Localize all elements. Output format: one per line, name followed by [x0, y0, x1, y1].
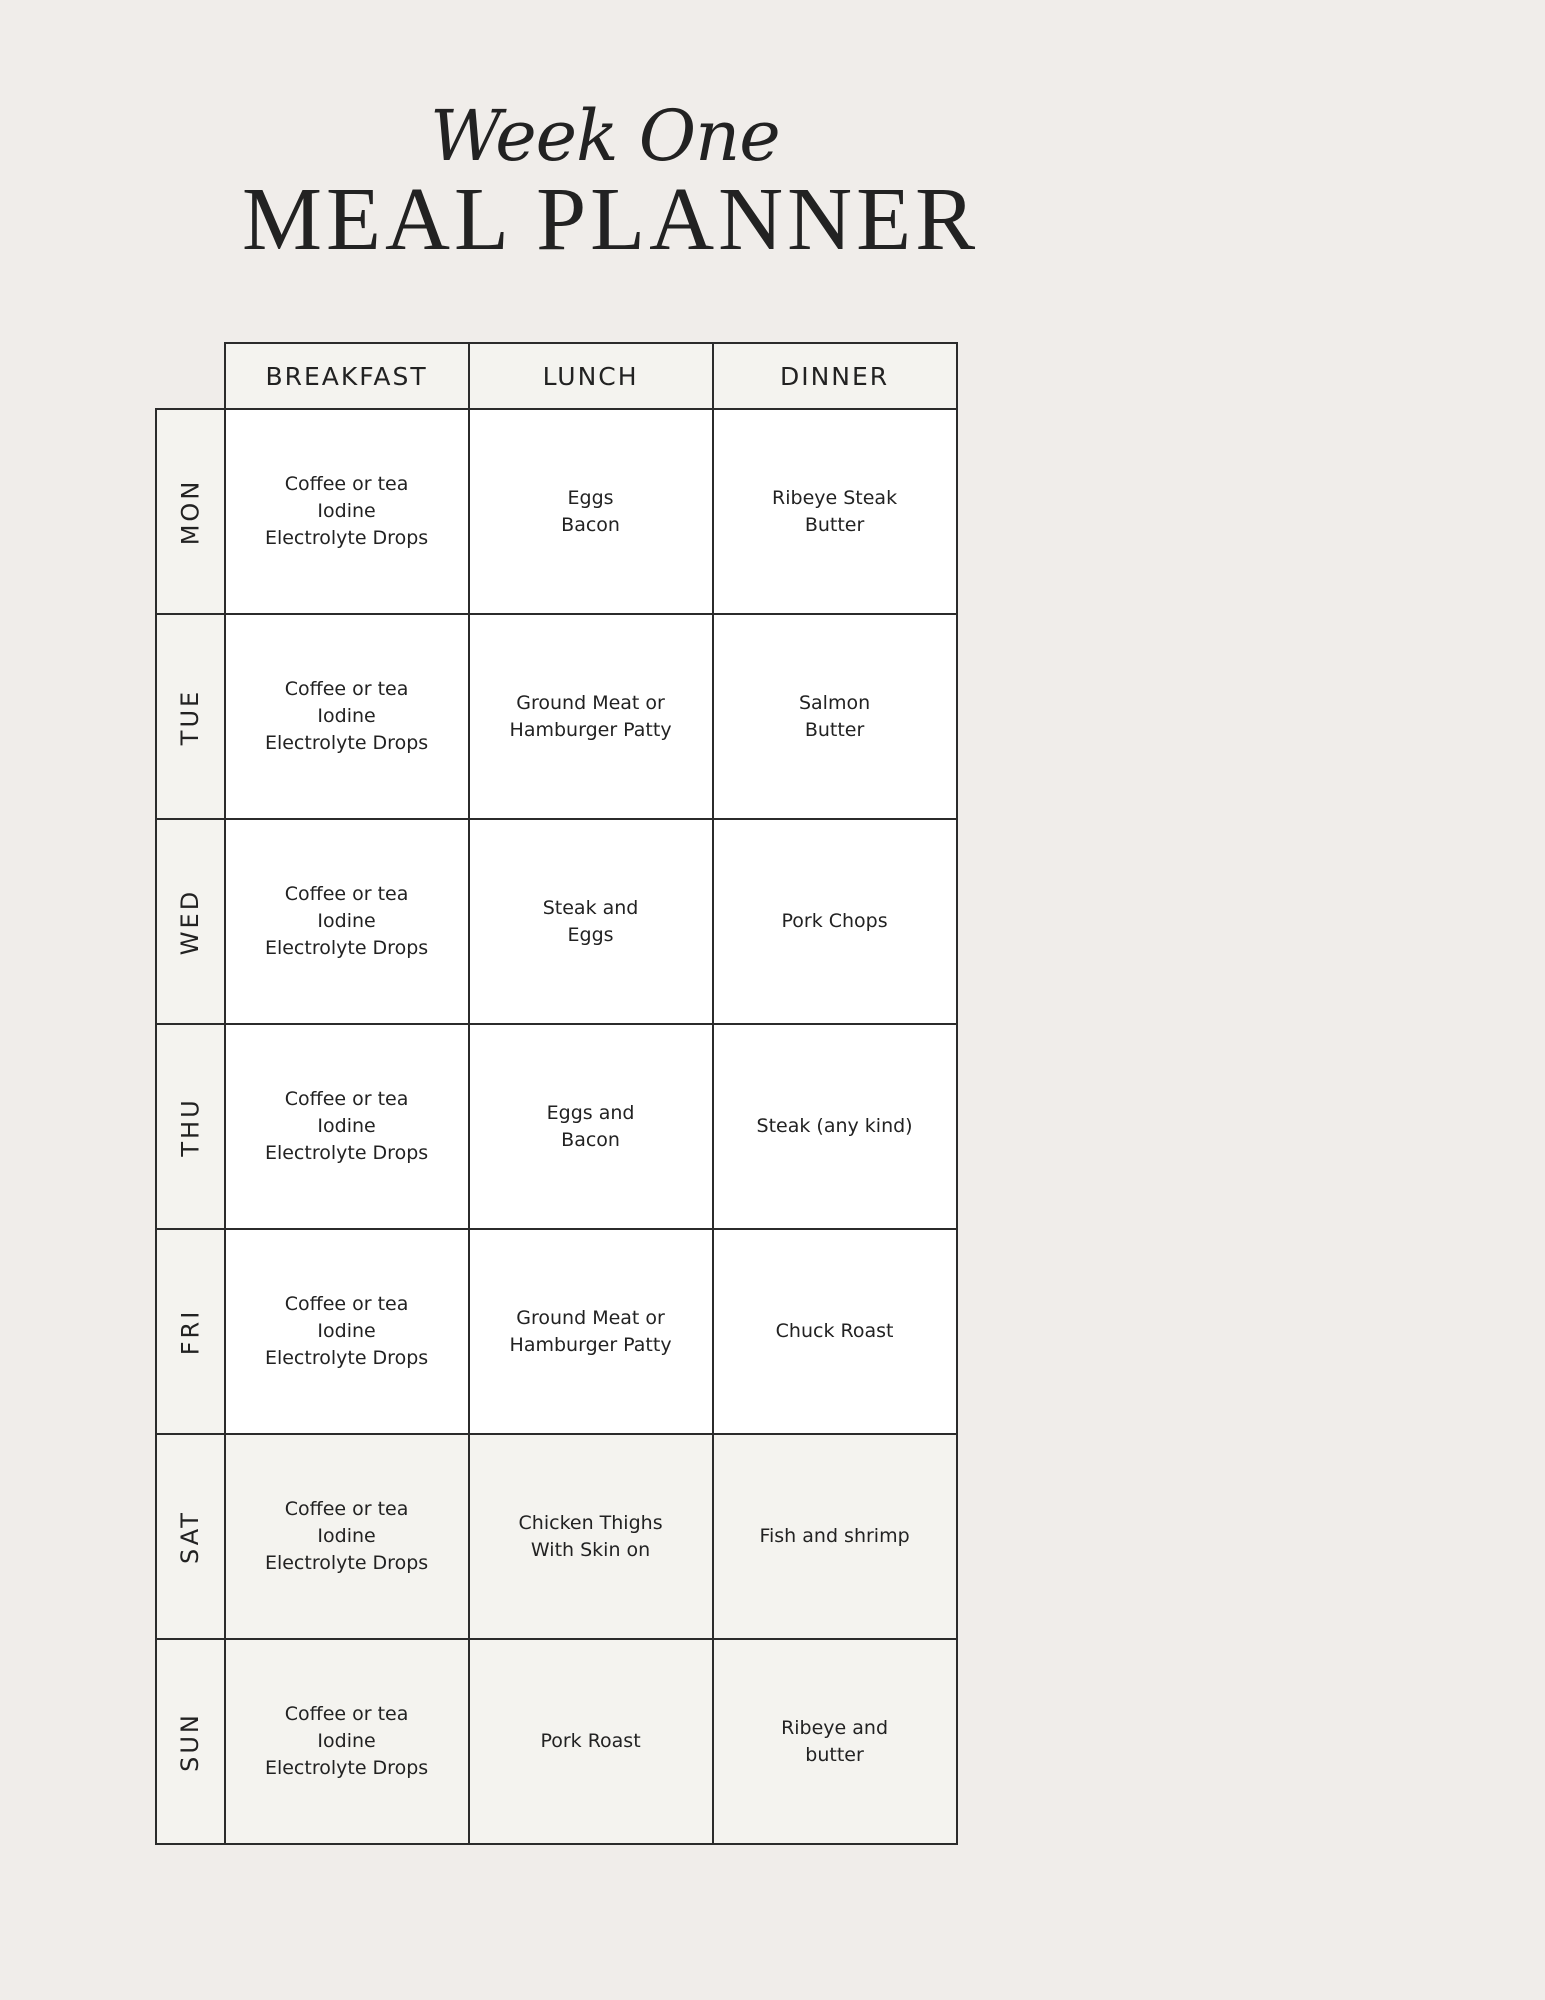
page-title: MEAL PLANNER [242, 170, 980, 269]
lunch-cell: Eggs and Bacon [469, 1024, 713, 1229]
table-row-tue [156, 614, 957, 819]
table-row-mon [156, 409, 957, 614]
day-cell [156, 1024, 225, 1229]
day-label: SUN [176, 1711, 205, 1772]
column-header-lunch: LUNCH [469, 343, 713, 409]
dinner-cell: Fish and shrimp [713, 1434, 957, 1639]
breakfast-cell: Coffee or tea Iodine Electrolyte Drops [225, 409, 469, 614]
day-label: THU [176, 1096, 205, 1157]
column-header-breakfast: BREAKFAST [225, 343, 469, 409]
dinner-cell: Ribeye and butter [713, 1639, 957, 1844]
day-cell [156, 1229, 225, 1434]
day-label: WED [176, 888, 205, 955]
table-row-fri [156, 1229, 957, 1434]
breakfast-cell: Coffee or tea Iodine Electrolyte Drops [225, 1639, 469, 1844]
lunch-cell: Chicken Thighs With Skin on [469, 1434, 713, 1639]
breakfast-cell: Coffee or tea Iodine Electrolyte Drops [225, 1434, 469, 1639]
lunch-cell: Pork Roast [469, 1639, 713, 1844]
column-header-dinner: DINNER [713, 343, 957, 409]
day-label: TUE [176, 688, 205, 745]
lunch-cell: Steak and Eggs [469, 819, 713, 1024]
breakfast-cell: Coffee or tea Iodine Electrolyte Drops [225, 1024, 469, 1229]
table-row-thu [156, 1024, 957, 1229]
title-script: Week One [430, 95, 780, 177]
corner-cell [156, 343, 225, 409]
breakfast-cell: Coffee or tea Iodine Electrolyte Drops [225, 614, 469, 819]
day-cell [156, 1639, 225, 1844]
dinner-cell: Ribeye Steak Butter [713, 409, 957, 614]
header-row [156, 343, 957, 409]
lunch-cell: Eggs Bacon [469, 409, 713, 614]
day-label: SAT [176, 1509, 205, 1564]
breakfast-cell: Coffee or tea Iodine Electrolyte Drops [225, 819, 469, 1024]
lunch-cell: Ground Meat or Hamburger Patty [469, 1229, 713, 1434]
table-row-sun [156, 1639, 957, 1844]
dinner-cell: Chuck Roast [713, 1229, 957, 1434]
day-cell [156, 614, 225, 819]
day-cell [156, 1434, 225, 1639]
dinner-cell: Salmon Butter [713, 614, 957, 819]
day-label: MON [176, 478, 205, 545]
breakfast-cell: Coffee or tea Iodine Electrolyte Drops [225, 1229, 469, 1434]
table-row-wed [156, 819, 957, 1024]
dinner-cell: Pork Chops [713, 819, 957, 1024]
page-header [230, 95, 980, 275]
day-cell [156, 409, 225, 614]
table-row-sat [156, 1434, 957, 1639]
day-cell [156, 819, 225, 1024]
day-label: FRI [176, 1308, 205, 1355]
dinner-cell: Steak (any kind) [713, 1024, 957, 1229]
lunch-cell: Ground Meat or Hamburger Patty [469, 614, 713, 819]
meal-planner-table [155, 342, 958, 1845]
